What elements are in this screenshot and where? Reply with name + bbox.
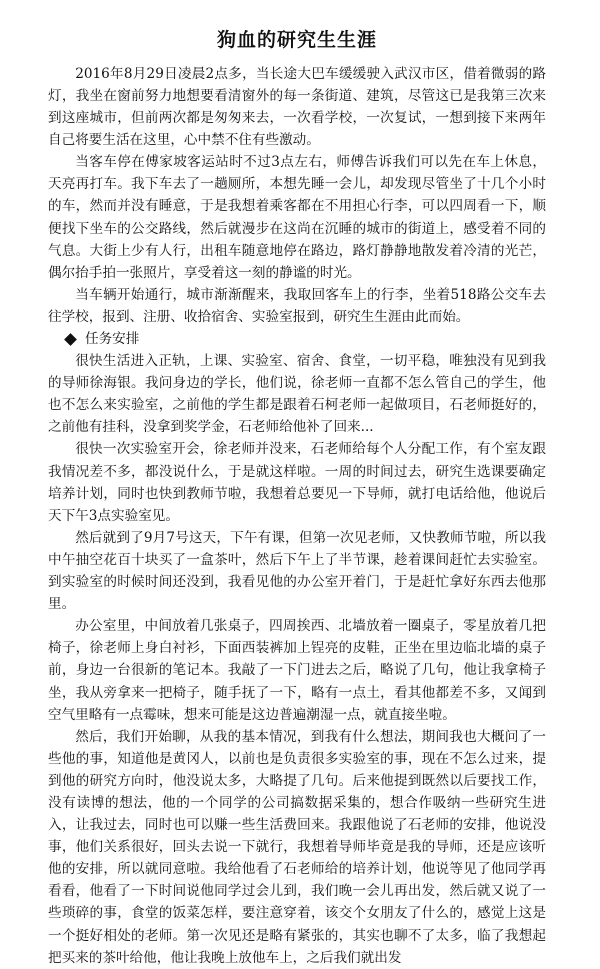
paragraph-advisor-background: 很快生活进入正轨，上课、实验室、宿舍、食堂，一切平稳，唯独没有见到我的导师徐海银。我问身边的学长，他们说，徐老师一直都不怎么管自己的学生，他也不怎么来实验室，之前他的学生都是跟着石柯老师一起做项目，石老师挺好的，之前他有挂科，没拿到奖学金，石老师给他补了回来... — [48, 353, 546, 436]
section-heading — [48, 328, 546, 350]
paragraph-first-meeting-plan: 然后就到了9月7号这天，下午有课，但第一次见老师，又快教师节啦，所以我中午抽空花百十块买了一盒茶叶，然后下午上了半节课，趁着课间赶忙去实验室。到实验室的时候时间还没到，我看见他的办公室开着门，于是赶忙拿好东西去他那里。 — [48, 529, 546, 613]
paragraph-conversation: 然后，我们开始聊，从我的基本情况，到我有什么想法，期间我也大概问了一些他的事，知道他是黄冈人，以前也是负责很多实验室的事，现在不怎么过来，提到他的研究方向时，他没说太多，大略提了几句。后来他提到既然以后要找工作，没有读博的想法，他的一个同学的公司搞数据采集的，想合作吸纳一些研究生进入，让我过去，同时也可以赚一些生活费回来。我跟他说了石老师的安排，他说没事，他们关系很好，回头去说一下就行，我想着导师毕竟是我的导师，还是应该听他的安排，所以就同意啦。我给他看了石老师给的培养计划，他说等见了他同学再看看，他看了一下时间说他同学过会儿到，我们晚一会儿再出发，然后就又说了一些琐碎的事，食堂的饭菜怎样，要注意穿着，该交个女朋友了什么的，感觉上这是一个挺好相处的老师。第一次见还是略有紧张的，其实也聊不了太多，临了我想起把买来的茶叶给他，他让我晚上放他车上，之后我们就出发 — [48, 728, 546, 966]
paragraph-registration: 当车辆开始通行，城市渐渐醒来，我取回客车上的行李，坐着518路公交车去往学校，报到、注册、收拾宿舍、实验室报到，研究生生涯由此而始。 — [48, 286, 546, 325]
section-heading-text: 任务安排 — [85, 331, 140, 348]
paragraph-lab-meeting: 很快一次实验室开会，徐老师并没来，石老师给每个人分配工作，有个室友跟我情况差不多，都没说什么，于是就这样啦。一周的时间过去，研究生选课要确定培养计划，同时也快到教师节啦，我想着总要见一下导师，就打电话给他，他说后天下午3点实验室见。 — [48, 441, 546, 524]
article-body — [48, 63, 546, 969]
diamond-bullet-icon — [64, 333, 77, 346]
paragraph-bus-station: 当客车停在傅家坡客运站时不过3点左右，师傅告诉我们可以先在车上休息，天亮再打车。我下车去了一趟厕所，本想先睡一会儿，却发现尽管坐了十几个小时的车，然而并没有睡意，于是我想着乘客都在不用担心行李，可以四周看一下，顺便找下坐车的公交路线，然后就漫步在这尚在沉睡的城市的街道上，感受着不同的气息。大街上少有人行，出租车随意地停在路边，路灯静静地散发着冷清的光芒，偶尔抬手拍一张照片，享受着这一刻的静谧的时光。 — [48, 154, 546, 281]
paragraph-arrival: 2016年8月29日凌晨2点多，当长途大巴车缓缓驶入武汉市区，借着微弱的路灯，我坐在窗前努力地想要看清窗外的每一条街道、建筑，尽管这已是我第三次来到这座城市，但前两次都是匆匆来去，一次看学校，一次复试，一想到接下来两年自己将要生活在这里，心中禁不住有些激动。 — [48, 65, 546, 149]
document-title: 狗血的研究生生涯 — [216, 29, 377, 51]
paragraph-office-description: 办公室里，中间放着几张桌子，四周挨西、北墙放着一圈桌子，零星放着几把椅子，徐老师上身白衬衫，下面西装裤加上锃亮的皮鞋，正坐在里边临北墙的桌子前，身边一台很新的笔记本。我敲了一下门进去之后，略说了几句，他让我拿椅子坐，我从旁拿来一把椅子，随手抚了一下，略有一点土，看其他都差不多，又闻到空气里略有一点霉味，想来可能是这边普遍潮湿一点，就直接坐啦。 — [48, 618, 546, 723]
